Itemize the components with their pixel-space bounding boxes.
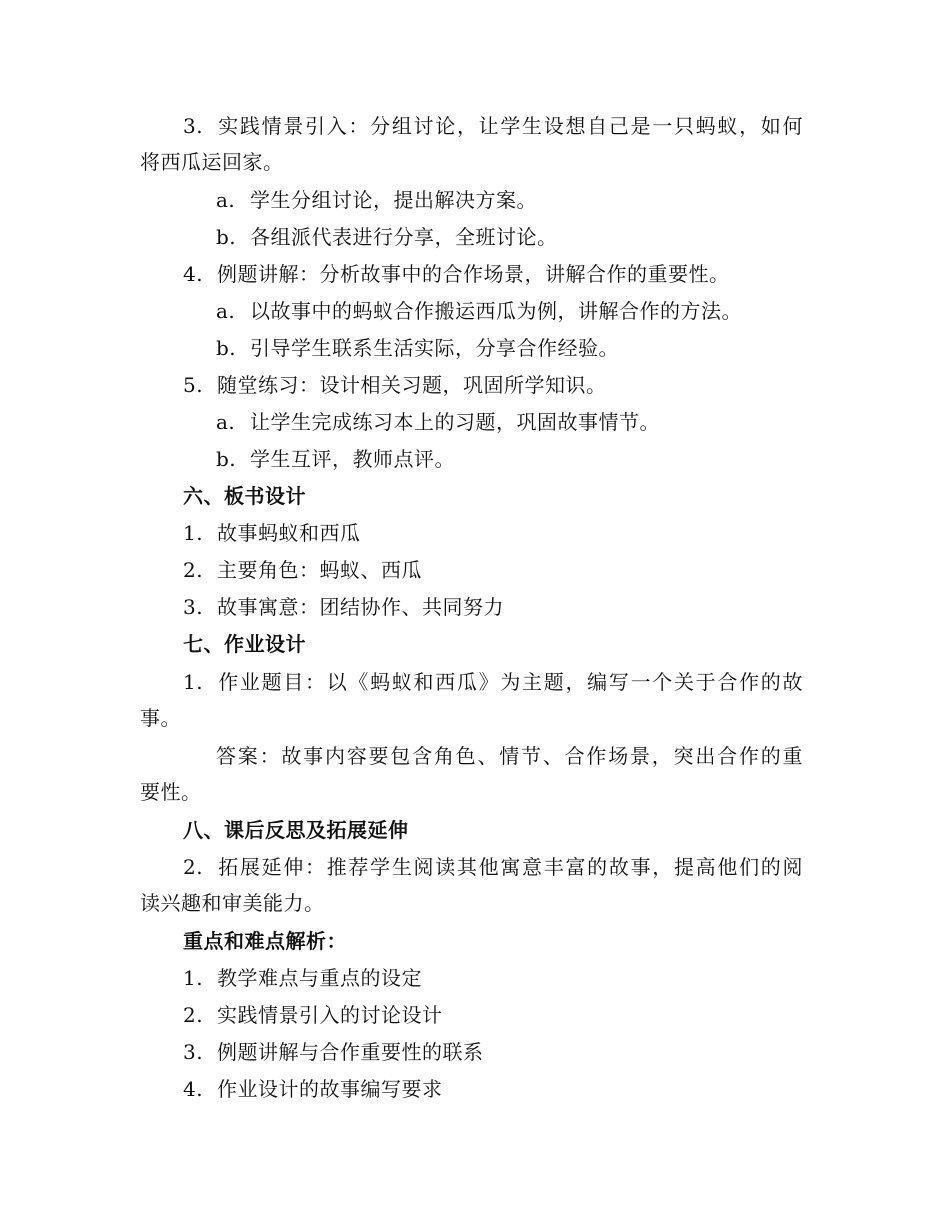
- paragraph-item3-line1: [183, 112, 803, 140]
- sub-item-text: 各组派代表进行分享，全班讨论。: [250, 225, 558, 249]
- paragraph-item3-line2: 将西瓜运回家。: [140, 150, 284, 174]
- list-item-text: 故事蚂蚁和西瓜: [217, 521, 361, 545]
- list-number: 2.: [183, 1003, 204, 1027]
- list-item: [183, 519, 361, 547]
- list-item-text: 实践情景引入的讨论设计: [217, 1003, 443, 1027]
- list-item-text: 教学难点与重点的设定: [217, 966, 422, 990]
- homework-item-line1: [183, 668, 803, 696]
- sub-item-text: 让学生完成练习本上的习题，巩固故事情节。: [250, 410, 660, 434]
- list-item: [183, 1001, 443, 1029]
- list-item-text: 例题讲解：分析故事中的合作场景，讲解合作的重要性。: [217, 262, 730, 286]
- extension-line1: [183, 853, 803, 881]
- list-number: 4.: [183, 262, 204, 286]
- sub-label: a.: [216, 410, 236, 434]
- list-number: 2.: [183, 558, 204, 582]
- sub-item-text: 学生分组讨论，提出解决方案。: [250, 188, 537, 212]
- extension-line2: 读兴趣和审美能力。: [140, 891, 325, 915]
- list-number: 1.: [183, 521, 204, 545]
- list-item-text: 主要角色：蚂蚁、西瓜: [217, 558, 422, 582]
- sub-item-text: 引导学生联系生活实际，分享合作经验。: [250, 336, 619, 360]
- list-number: 3.: [183, 1040, 204, 1064]
- sub-item-5a: [216, 408, 660, 436]
- sub-item-4a: [216, 297, 742, 325]
- paragraph-text: 拓展延伸：推荐学生阅读其他寓意丰富的故事，提高他们的阅: [217, 855, 803, 879]
- list-item: [183, 964, 422, 992]
- list-number: 2.: [183, 855, 204, 879]
- list-number: 1.: [183, 966, 204, 990]
- list-item-text: 故事寓意：团结协作、共同努力: [217, 595, 504, 619]
- list-item: [183, 556, 422, 584]
- sub-item-5b: [216, 445, 455, 473]
- list-item: [183, 593, 504, 621]
- section-heading-analysis: 重点和难点解析：: [183, 929, 347, 953]
- list-item-5: [183, 371, 607, 399]
- answer-line1: 答案：故事内容要包含角色、情节、合作场景，突出合作的重: [216, 744, 803, 768]
- list-item: [183, 1038, 484, 1066]
- sub-label: a.: [216, 299, 236, 323]
- paragraph-text: 作业题目：以《蚂蚁和西瓜》为主题，编写一个关于合作的故: [217, 670, 803, 694]
- sub-label: b.: [216, 447, 237, 471]
- list-item-4: [183, 260, 730, 288]
- list-number: 5.: [183, 373, 204, 397]
- paragraph-text: 实践情景引入：分组讨论，让学生设想自己是一只蚂蚁，如何: [217, 114, 803, 138]
- sub-label: a.: [216, 188, 236, 212]
- sub-item-3a: [216, 186, 537, 214]
- sub-item-text: 学生互评，教师点评。: [250, 447, 455, 471]
- sub-label: b.: [216, 225, 237, 249]
- section-heading-blackboard: 六、板书设计: [183, 484, 306, 508]
- list-number: 4.: [183, 1077, 204, 1101]
- list-item: [183, 1075, 443, 1103]
- list-item-text: 作业设计的故事编写要求: [217, 1077, 443, 1101]
- list-number: 3.: [183, 595, 204, 619]
- list-number: 3.: [183, 114, 204, 138]
- sub-item-4b: [216, 334, 619, 362]
- sub-label: b.: [216, 336, 237, 360]
- homework-item-line2: 事。: [140, 706, 181, 730]
- sub-item-3b: [216, 223, 558, 251]
- list-item-text: 随堂练习：设计相关习题，巩固所学知识。: [217, 373, 607, 397]
- list-number: 1.: [183, 670, 204, 694]
- section-heading-homework: 七、作业设计: [183, 632, 306, 656]
- list-item-text: 例题讲解与合作重要性的联系: [217, 1040, 484, 1064]
- answer-line2: 要性。: [140, 780, 202, 804]
- sub-item-text: 以故事中的蚂蚁合作搬运西瓜为例，讲解合作的方法。: [250, 299, 742, 323]
- section-heading-reflection: 八、课后反思及拓展延伸: [183, 818, 409, 842]
